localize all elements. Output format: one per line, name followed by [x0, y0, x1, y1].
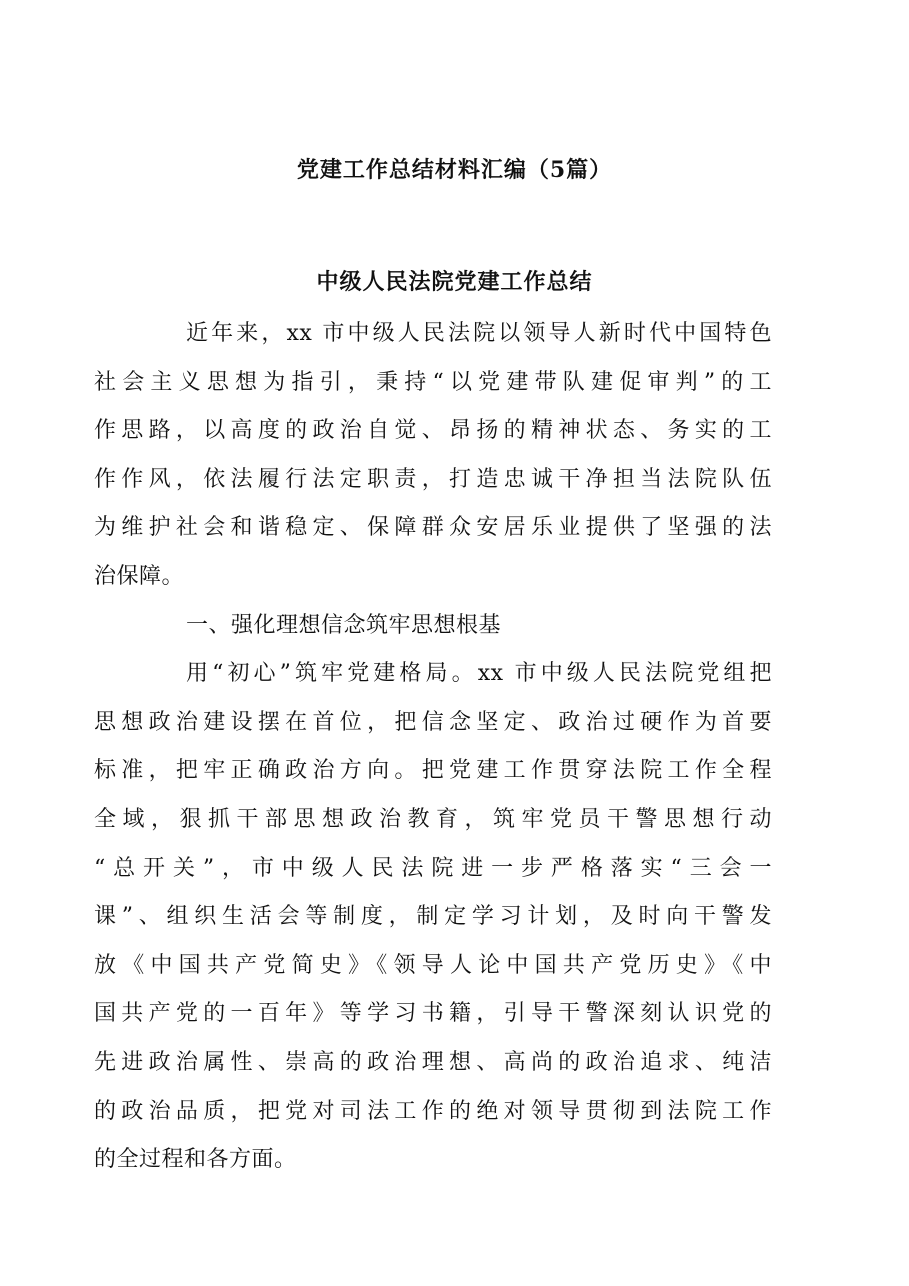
text-line: 作思路，以高度的政治自觉、昂扬的精神状态、务实的工: [94, 418, 772, 444]
text-line: 近年来，xx 市中级人民法院以领导人新时代中国特色: [186, 321, 772, 346]
text-line: 先进政治属性、崇高的政治理想、高尚的政治追求、纯洁: [94, 1049, 772, 1075]
text-line: 社会主义思想为指引，秉持“以党建带队建促审判”的工: [94, 369, 772, 395]
text-line: 的政治品质，把党对司法工作的绝对领导贯彻到法院工作: [94, 1098, 772, 1124]
document-body: [94, 310, 772, 1185]
text-line: 一、强化理想信念筑牢思想根基: [186, 612, 502, 638]
text-line: “总开关”，市中级人民法院进一步严格落实“三会一: [94, 855, 772, 881]
paragraph: [94, 650, 772, 1185]
text-line: 放《中国共产党简史》《领导人论中国共产党历史》《中: [94, 952, 772, 978]
paragraph: [94, 310, 772, 602]
section-title: 中级人民法院党建工作总结: [316, 269, 593, 295]
text-line: 思想政治建设摆在首位，把信念坚定、政治过硬作为首要: [94, 709, 772, 735]
text-line: 标准，把牢正确政治方向。把党建工作贯穿法院工作全程: [94, 758, 772, 784]
text-line: 国共产党的一百年》等学习书籍，引导干警深刻认识党的: [94, 1001, 772, 1027]
text-line: 用“初心”筑牢党建格局。xx 市中级人民法院党组把: [186, 661, 772, 687]
text-line: 作作风，依法履行法定职责，打造忠诚干净担当法院队伍: [94, 466, 772, 492]
text-line: 全域，狠抓干部思想政治教育，筑牢党员干警思想行动: [94, 806, 772, 832]
text-line: 为维护社会和谐稳定、保障群众安居乐业提供了坚强的法: [94, 515, 772, 541]
text-line: 的全过程和各方面。: [94, 1147, 297, 1173]
text-line: 治保障。: [94, 563, 185, 589]
text-line: 课”、组织生活会等制度，制定学习计划，及时向干警发: [94, 904, 772, 930]
subheading: [140, 602, 772, 651]
document-title: 党建工作总结材料汇编（5篇）: [296, 157, 613, 183]
